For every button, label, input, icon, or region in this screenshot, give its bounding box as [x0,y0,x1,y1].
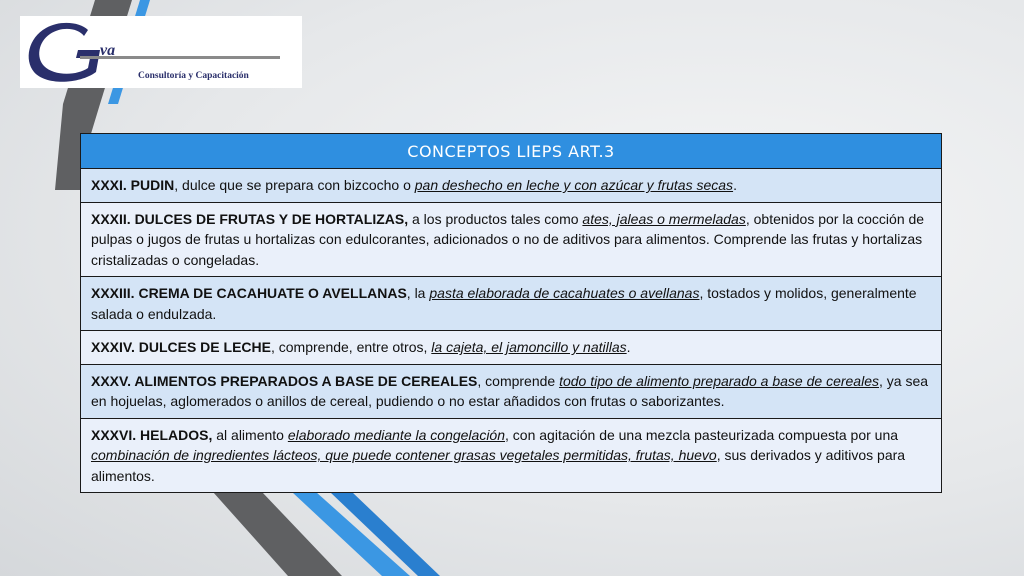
concept-underlined: la cajeta, el jamoncillo y natillas [431,339,627,355]
concepts-panel [80,133,942,493]
concept-text: , obtenidos por la cocción de pulpas o jugos de frutas u hortalizas con edulcorantes, adicionados o no de aditivos para alimentos. Comprende las frutas y hortalizas cristalizadas o congeladas. [91,210,925,268]
concept-underlined: elaborado mediante la congelación [287,426,506,443]
logo [20,16,302,88]
concept-row [81,277,941,331]
concept-row [81,365,941,419]
concept-underlined: pasta elaborada de cacahuates o avellanas [429,285,700,301]
concept-row [81,331,941,365]
concept-term: XXXII. DULCES DE FRUTAS Y DE HORTALIZAS, [91,210,409,227]
concept-text: , comprende, entre otros, [270,339,432,355]
concept-term: XXXV. ALIMENTOS PREPARADOS A BASE DE CEREALES [91,372,478,389]
concept-text: , ya sea en hojuelas, aglomerados o anillos de cereal, pudiendo o no estar añadidos con frutas o saborizantes. [91,372,929,409]
concept-row [81,419,941,493]
concept-text: , con agitación de una mezcla pasteurizada compuesta por una [505,426,899,443]
concept-term: XXXI. PUDIN [91,177,175,193]
concept-term: XXXIV. DULCES DE LECHE [91,339,271,355]
concept-text: , la [406,285,430,301]
concept-row [81,169,941,203]
concept-text: al alimento [212,426,288,443]
concept-underlined: pan deshecho en leche y con azúcar y frutas secas [414,177,734,193]
concept-underlined: combinación de ingredientes lácteos, que puede contener grasas vegetales permitidas, frutas, huevo [91,447,717,463]
concept-text: , sus derivados y aditivos para alimentos. [91,447,906,484]
svg-text:va: va [100,42,116,59]
concept-text: . [626,339,631,355]
concept-term: XXXVI. HELADOS, [91,426,213,443]
concept-underlined: ates, jaleas o mermeladas [582,210,746,227]
company-name: Consultoría y Capacitación [138,71,249,81]
concept-row [81,203,941,278]
concept-text: , dulce que se prepara con bizcocho o [174,177,415,193]
concept-text: . [733,177,737,193]
concept-text: , comprende [477,372,560,389]
concept-text: , tostados y molidos, generalmente salada o endulzada. [91,285,917,322]
concept-text: a los productos tales como [408,210,583,227]
panel-title: CONCEPTOS LIEPS ART.3 [81,134,941,169]
concept-term: XXXIII. CREMA DE CACAHUATE O AVELLANAS [91,285,407,301]
concept-underlined: todo tipo de alimento preparado a base de cereales [559,372,879,389]
